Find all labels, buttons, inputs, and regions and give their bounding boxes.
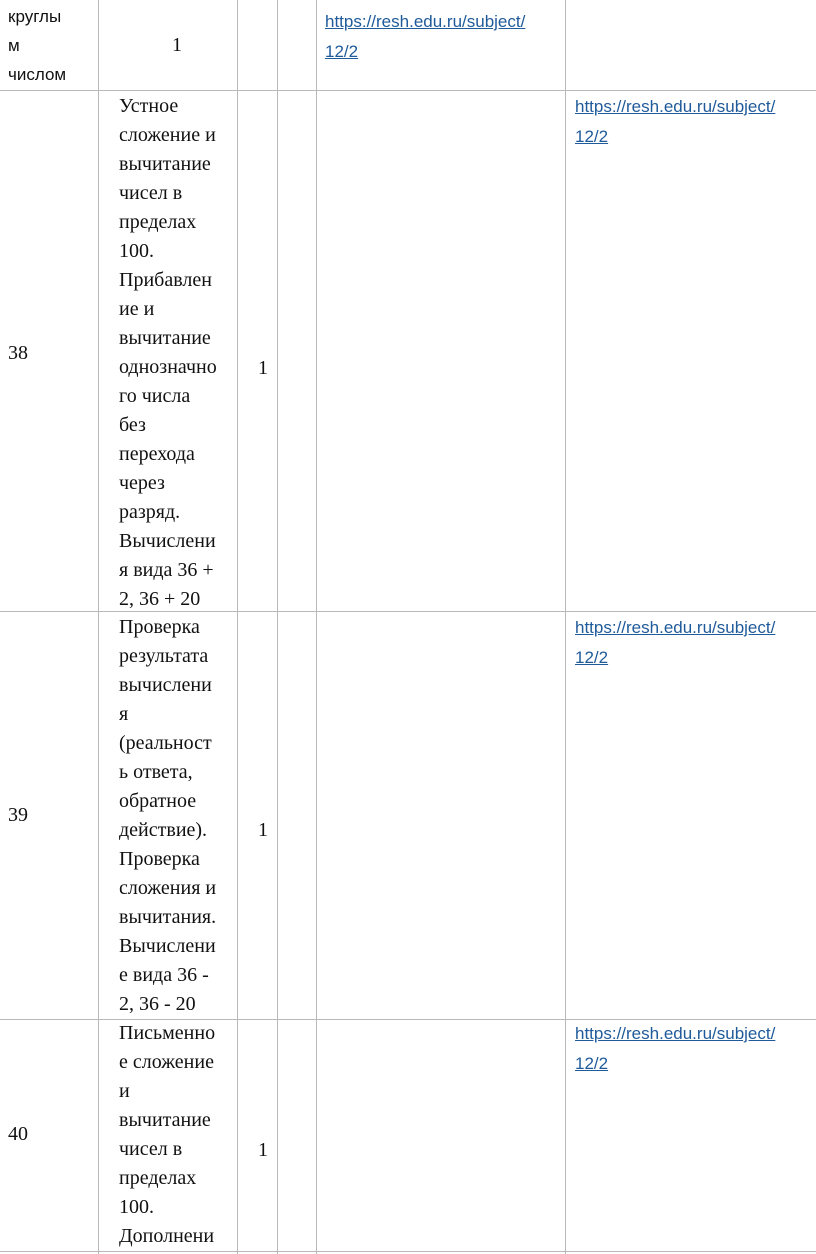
table-cell-topic: Письменно е сложение и вычитание чисел в пределах 100. Дополнени	[119, 1022, 216, 1247]
table-cell-number: 40	[8, 1123, 28, 1145]
table-cell-hours: 1	[258, 1139, 268, 1161]
table-cell-topic: круглы м числом	[8, 7, 67, 84]
table-cell-hours: 1	[258, 819, 268, 841]
table-border	[0, 1251, 816, 1252]
table-cell-topic: Устное сложение и вычитание чисел в пределах 100. Прибавлен ие и вычитание однозначно го числа без перехода через разряд. Вычислени я вида 36 + 2, 36 + 20	[119, 95, 217, 610]
table-cell-number: 38	[8, 342, 28, 364]
table-cell-number: 39	[8, 804, 28, 826]
table-border	[565, 0, 566, 1254]
resource-link[interactable]: https://resh.edu.ru/subject/ 12/2	[575, 97, 776, 146]
resource-link[interactable]: https://resh.edu.ru/subject/ 12/2	[575, 618, 776, 667]
table-border	[277, 0, 278, 1254]
table-border	[98, 0, 99, 1254]
table-cell-topic: Проверка результата вычислени я (реальност ь ответа, обратное действие). Проверка сложения и вычитания. Вычислени е вида 36 - 2, 36 - 20	[119, 616, 217, 1015]
table-cell-hours: 1	[172, 34, 182, 56]
table-border	[0, 90, 816, 91]
resource-link[interactable]: https://resh.edu.ru/subject/ 12/2	[325, 12, 526, 61]
table-border	[237, 0, 238, 1254]
table-cell-hours: 1	[258, 357, 268, 379]
table-border	[316, 0, 317, 1254]
resource-link[interactable]: https://resh.edu.ru/subject/ 12/2	[575, 1024, 776, 1073]
